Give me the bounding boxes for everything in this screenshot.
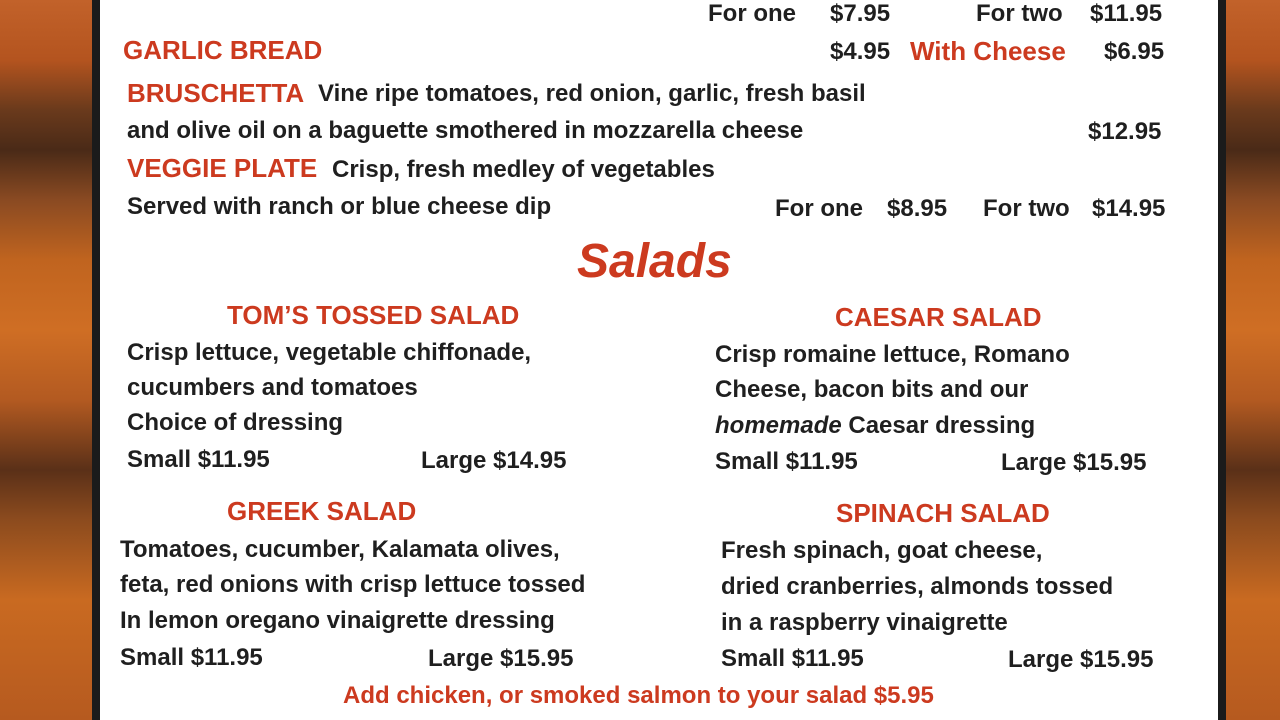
toms-salad-small: Small $11.95	[127, 446, 270, 473]
top-for-two-price: $11.95	[1090, 0, 1163, 27]
garlic-bread-cheese-label: With Cheese	[910, 36, 1066, 66]
greek-salad-line2: feta, red onions with crisp lettuce tossed	[120, 571, 586, 598]
greek-salad-large: Large $15.95	[428, 645, 574, 672]
caesar-homemade-text: homemade	[715, 412, 842, 439]
bruschetta-name: BRUSCHETTA	[127, 78, 305, 108]
toms-salad-name: TOM’S TOSSED SALAD	[227, 300, 520, 330]
caesar-salad-name: CAESAR SALAD	[835, 302, 1042, 332]
veggie-plate-desc-line1: Crisp, fresh medley of vegetables	[332, 156, 715, 183]
toms-salad-line3: Choice of dressing	[127, 409, 344, 436]
veggie-plate-name: VEGGIE PLATE	[127, 153, 318, 183]
veggie-for-two-label: For two	[983, 195, 1070, 222]
greek-salad-small: Small $11.95	[120, 644, 263, 671]
garlic-bread-name: GARLIC BREAD	[123, 35, 323, 65]
top-for-one-label: For one	[708, 0, 796, 27]
caesar-salad-line3	[715, 412, 1035, 440]
bruschetta-desc-line1: Vine ripe tomatoes, red onion, garlic, fresh basil	[318, 80, 866, 107]
caesar-salad-line2: Cheese, bacon bits and our	[715, 376, 1029, 403]
wood-background-left	[0, 0, 98, 720]
top-for-two-label: For two	[976, 0, 1063, 27]
garlic-bread-price: $4.95	[830, 38, 891, 65]
greek-salad-name: GREEK SALAD	[227, 496, 417, 526]
salads-heading: Salads	[577, 235, 732, 288]
spinach-salad-line3: in a raspberry vinaigrette	[721, 609, 1008, 636]
bruschetta-price: $12.95	[1088, 118, 1162, 145]
spinach-salad-line2: dried cranberries, almonds tossed	[721, 573, 1114, 600]
spinach-salad-small: Small $11.95	[721, 645, 864, 672]
veggie-for-two-price: $14.95	[1092, 195, 1166, 222]
toms-salad-large: Large $14.95	[421, 447, 567, 474]
garlic-bread-cheese-price: $6.95	[1104, 38, 1165, 65]
spinach-salad-line1: Fresh spinach, goat cheese,	[721, 537, 1043, 564]
top-for-one-price: $7.95	[830, 0, 891, 27]
veggie-for-one-label: For one	[775, 195, 863, 222]
caesar-salad-small: Small $11.95	[715, 448, 858, 475]
wood-background-right	[1218, 0, 1280, 720]
spinach-salad-large: Large $15.95	[1008, 646, 1154, 673]
caesar-salad-line1: Crisp romaine lettuce, Romano	[715, 341, 1070, 368]
veggie-for-one-price: $8.95	[887, 195, 948, 222]
greek-salad-line3: In lemon oregano vinaigrette dressing	[120, 607, 555, 634]
spinach-salad-name: SPINACH SALAD	[836, 498, 1050, 528]
salad-addon-note: Add chicken, or smoked salmon to your salad $5.95	[343, 682, 934, 709]
bruschetta-desc-line2: and olive oil on a baguette smothered in mozzarella cheese	[127, 117, 804, 144]
caesar-dressing-text: Caesar dressing	[841, 412, 1036, 439]
toms-salad-line2: cucumbers and tomatoes	[127, 374, 418, 401]
toms-salad-line1: Crisp lettuce, vegetable chiffonade,	[127, 339, 532, 366]
caesar-salad-large: Large $15.95	[1001, 449, 1147, 476]
veggie-plate-desc-line2: Served with ranch or blue cheese dip	[127, 193, 552, 220]
greek-salad-line1: Tomatoes, cucumber, Kalamata olives,	[120, 536, 560, 563]
